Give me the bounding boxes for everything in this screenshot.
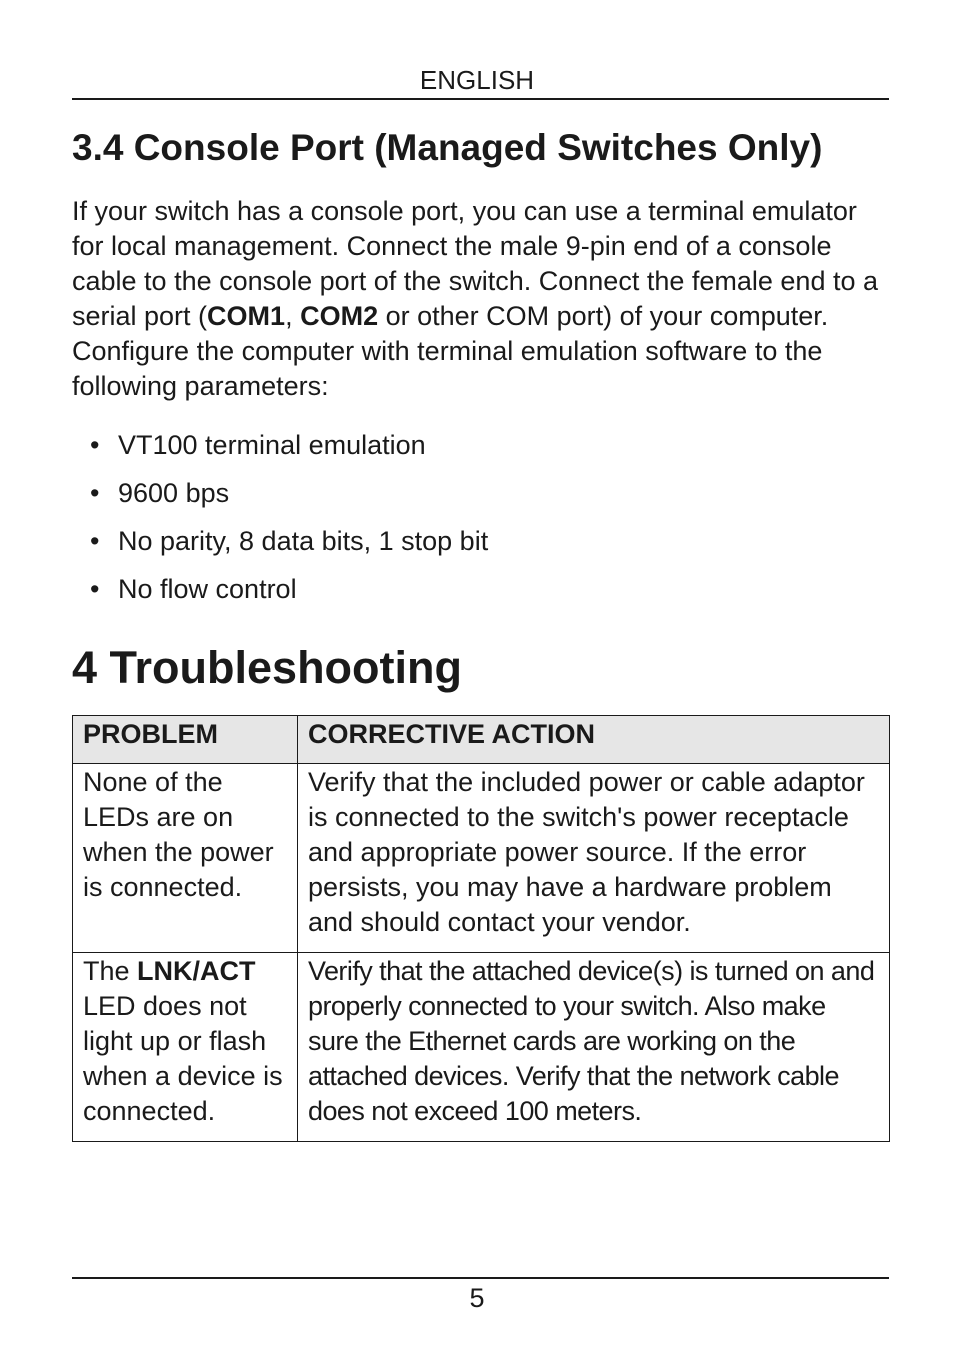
bullet-icon: • [90,430,100,460]
problem-cell: None of the LEDs are on when the power is connected. [73,764,298,953]
page-header-language: ENGLISH [419,65,535,95]
problem-text-pre: The [83,956,138,986]
list-item-text: VT100 terminal emulation [118,430,426,460]
bullet-icon: • [90,574,100,604]
page-number: 5 [469,1283,485,1313]
intro-text-part1: If your switch has a console port, you can use a terminal emulator for local management. Connect the male 9-pin end of a console cable to the console port of the switch. Connect the female end to a serial port ( [72,196,878,331]
column-header-problem: PROBLEM [73,716,298,764]
list-item-text: 9600 bps [118,478,230,508]
com1-label: COM1 [207,301,286,331]
terminal-parameters-list [72,427,488,619]
console-port-intro [72,194,889,404]
list-item-text: No flow control [118,574,297,604]
intro-separator: , [285,301,301,331]
bullet-icon: • [90,526,100,556]
problem-text-post: LED does not light up or flash when a device is connected. [83,991,283,1126]
action-cell: Verify that the attached device(s) is turned on and properly connected to your switch. Also make sure the Ethernet cards are working on the attached devices. Verify that the network cable does not exceed 100 meters. [298,953,890,1142]
intro-text-part2: or other COM port) of your computer. Configure the computer with terminal emulation software to the following parameters: [72,301,829,401]
lnk-act-label: LNK/ACT [137,956,256,986]
section-title-console-port: 3.4 Console Port (Managed Switches Only) [72,127,823,168]
problem-cell [73,953,298,1142]
list-item [72,427,488,475]
troubleshooting-table [72,715,890,1142]
table-header-row [73,716,890,764]
table-row [73,953,890,1142]
list-item [72,475,488,523]
action-cell: Verify that the included power or cable adaptor is connected to the switch's power receptacle and appropriate power source. If the error persists, you may have a hardware problem and should contact your vendor. [298,764,890,953]
header-rule [72,98,889,100]
footer-rule [72,1277,889,1279]
table-row [73,764,890,953]
column-header-corrective-action: CORRECTIVE ACTION [298,716,890,764]
com2-label: COM2 [300,301,379,331]
list-item [72,571,488,619]
list-item-text: No parity, 8 data bits, 1 stop bit [118,526,489,556]
list-item [72,523,488,571]
bullet-icon: • [90,478,100,508]
section-title-troubleshooting: 4 Troubleshooting [72,642,462,693]
